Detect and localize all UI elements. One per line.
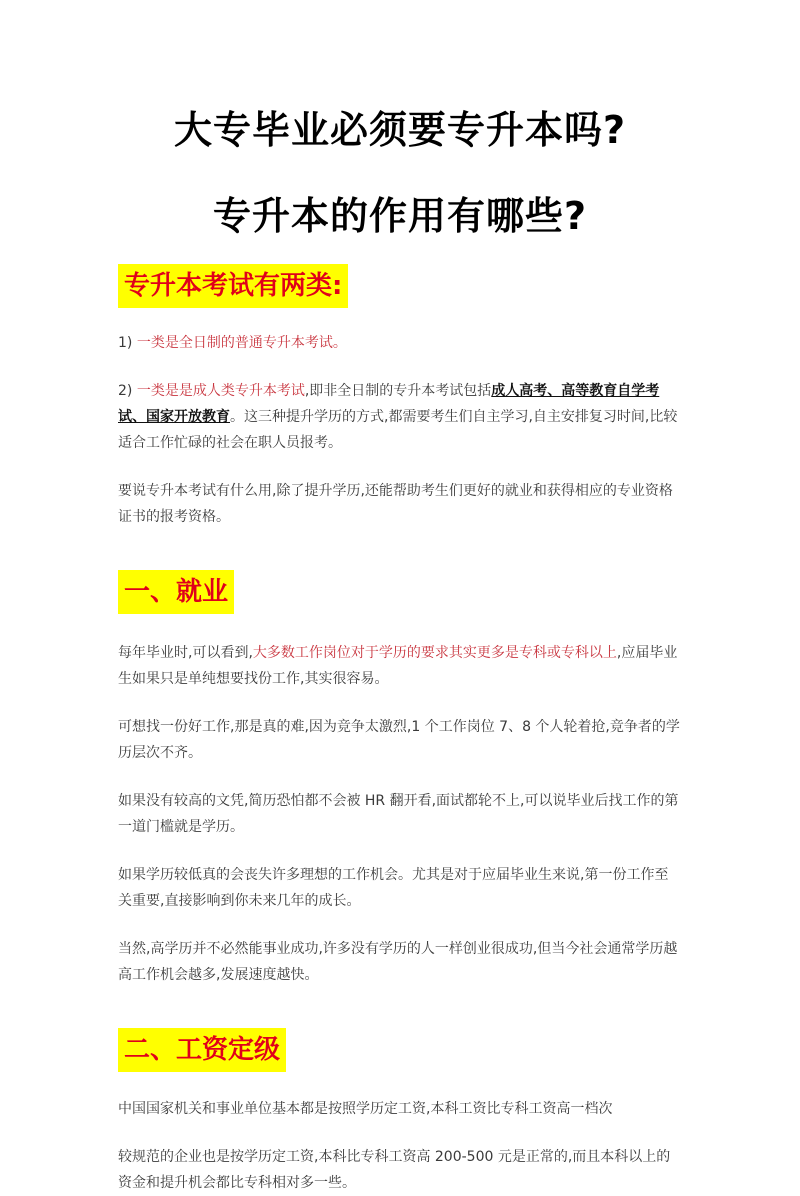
item-number: 1) <box>118 335 133 351</box>
paragraph: 要说专升本考试有什么用,除了提升学历,还能帮助考生们更好的就业和获得相应的专业资格证书的报考资格。 <box>118 483 673 525</box>
paragraph-text-red: 大多数工作岗位对于学历的要求其实更多是专科或专科以上 <box>252 645 617 661</box>
paragraph: 如果学历较低真的会丧失许多理想的工作机会。尤其是对于应届毕业生来说,第一份工作至关重要,直接影响到你未来几年的成长。 <box>118 867 669 909</box>
section-heading-salary: 二、工资定级 <box>118 1028 286 1072</box>
paragraph: 中国国家机关和事业单位基本都是按照学历定工资,本科工资比专科工资高一档次 <box>118 1101 613 1117</box>
list-item-1 <box>118 330 682 356</box>
item-text-red: 一类是全日制的普通专升本考试。 <box>136 335 347 351</box>
paragraph: 可想找一份好工作,那是真的难,因为竞争太激烈,1 个工作岗位 7、8 个人轮着抢,竞争者的学历层次不齐。 <box>118 719 680 761</box>
section-heading-exam-types: 专升本考试有两类: <box>118 264 348 308</box>
item-text: ,即非全日制的专升本考试包括 <box>304 383 492 399</box>
section-employment <box>118 530 682 988</box>
paragraph-text: ,应届毕业生如果只是单纯想要找份工作,其实很容易。 <box>118 645 678 687</box>
title-line-2: 专升本的作用有哪些? <box>212 194 588 238</box>
section-salary <box>118 988 682 1196</box>
item-number: 2) <box>118 383 133 399</box>
item-text: 。这三种提升学历的方式,都需要考生们自主学习,自主安排复习时间,比较适合工作忙碌的社会在职人员报考。 <box>118 409 678 451</box>
item-text-bold: 成人高考、高等教育自学考试、国家开放教育 <box>118 383 660 425</box>
paragraph <box>118 640 682 692</box>
title-line-1: 大专毕业必须要专升本吗? <box>173 108 627 152</box>
section-exam-types <box>118 238 682 530</box>
paragraph: 当然,高学历并不必然能事业成功,许多没有学历的人一样创业很成功,但当今社会通常学历越高工作机会越多,发展速度越快。 <box>118 941 678 983</box>
paragraph: 较规范的企业也是按学历定工资,本科比专科工资高 200-500 元是正常的,而且本科以上的资金和提升机会都比专科相对多一些。 <box>118 1149 671 1191</box>
paragraph-text: 每年毕业时,可以看到, <box>118 645 253 661</box>
list-item-2 <box>118 378 682 456</box>
section-heading-employment: 一、就业 <box>118 570 234 614</box>
item-text-red: 一类是是成人类专升本考试 <box>136 383 305 399</box>
paragraph: 如果没有较高的文凭,简历恐怕都不会被 HR 翻开看,面试都轮不上,可以说毕业后找工作的第一道门槛就是学历。 <box>118 793 679 835</box>
